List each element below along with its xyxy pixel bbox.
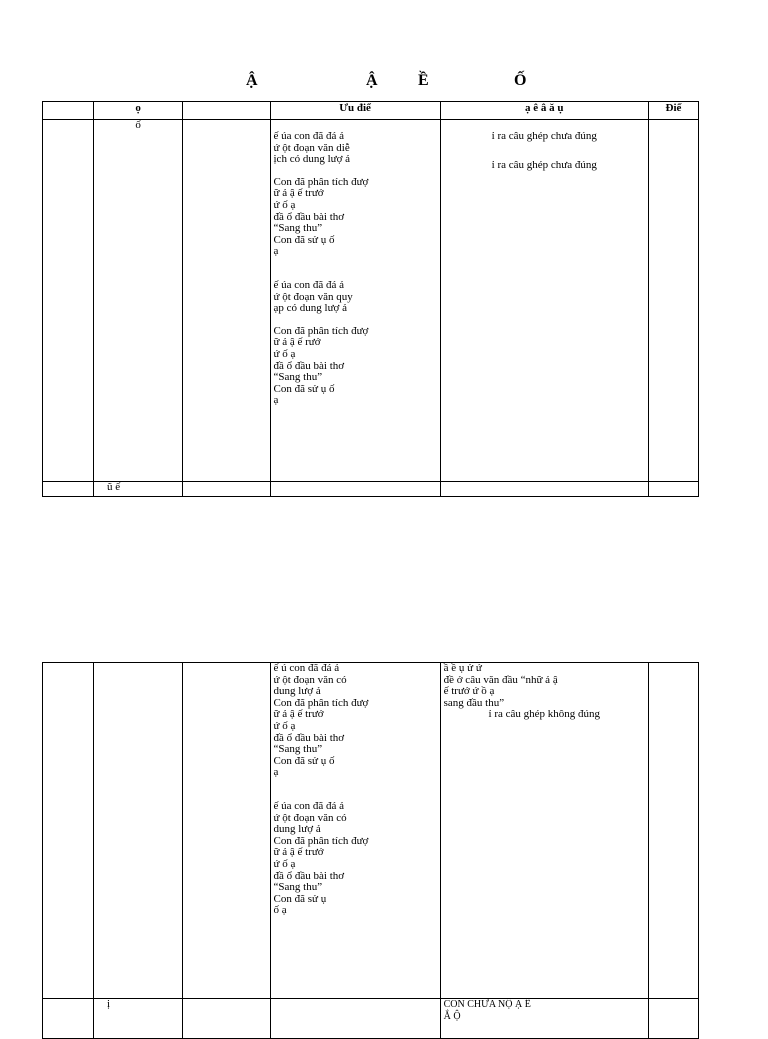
comment-paragraph: Con đã phân tích đượ ữ ả ậ ế trướ ứ ố ạ đầ ổ đầu bài thơ “Sang thu” Con đã sử ụ ố ạ bbox=[273, 175, 369, 258]
score-cell bbox=[648, 663, 698, 999]
table-cell bbox=[440, 482, 648, 497]
table-cell bbox=[43, 999, 94, 1039]
score-cell bbox=[648, 120, 698, 482]
student-name-cell: ị bbox=[94, 999, 183, 1039]
header-cell-strengths: Ưu điể bbox=[270, 102, 440, 120]
table-cell bbox=[43, 663, 94, 999]
student-name-cell: ố bbox=[94, 120, 183, 482]
header-cell-0 bbox=[43, 102, 94, 120]
limitation-note: ỉ ra câu ghép chưa đúng bbox=[491, 130, 597, 142]
header-cell-limitations: ạ ê â ă ụ bbox=[440, 102, 648, 120]
score-cell bbox=[648, 999, 698, 1039]
assessment-table-2 bbox=[42, 662, 699, 1039]
title-part-4: Ố bbox=[514, 72, 527, 89]
table-cell bbox=[183, 999, 270, 1039]
score-cell bbox=[648, 482, 698, 497]
comment-paragraph: ế úa con đã đá ả ứ ột đoạn văn có dung lượ ả Con đã phân tích đượ ữ ả ậ ế trướ ứ ố ạ đầ ổ đầu bài thơ “Sang thu” Con đã sử ụ ố ạ bbox=[273, 799, 369, 917]
page-title bbox=[0, 72, 768, 94]
table-cell bbox=[183, 482, 270, 497]
table-row bbox=[43, 663, 699, 999]
table-row bbox=[43, 999, 699, 1039]
comment-paragraph: ế ú con đã đá ả ứ ột đoạn văn có dung lượ ả Con đã phân tích đượ ữ ả ậ ế trướ ứ ố ạ đầ ổ đầu bài thơ “Sang thu” Con đã sử ụ ố ạ bbox=[273, 662, 369, 779]
table-cell bbox=[43, 120, 94, 482]
strengths-cell bbox=[270, 120, 440, 482]
table-header-row bbox=[43, 102, 699, 120]
table-cell bbox=[183, 663, 270, 999]
limitation-note: ầ ề ụ ử ứ đề ở câu văn đầu “nhữ ả ậ ế trướ ứ ồ ạ sang đầu thu” bbox=[443, 662, 558, 709]
table-cell bbox=[270, 999, 440, 1039]
header-cell-score: Điể bbox=[648, 102, 698, 120]
header-cell-name: ọ bbox=[94, 102, 183, 120]
title-part-1: Ậ bbox=[246, 72, 258, 89]
title-part-2: Ậ bbox=[366, 72, 378, 89]
table-cell bbox=[270, 482, 440, 497]
limitations-cell bbox=[440, 120, 648, 482]
title-part-3: Ề bbox=[418, 72, 429, 89]
limitations-cell bbox=[440, 663, 648, 999]
comment-paragraph: ế úa con đã đá ả ứ ột đoạn văn diễ ịch có dung lượ ả bbox=[273, 130, 351, 166]
table-cell bbox=[43, 482, 94, 497]
header-cell-2 bbox=[183, 102, 270, 120]
table-cell bbox=[183, 120, 270, 482]
limitations-cell: CON CHƯA NỘ Ạ Ế Ắ Ộ bbox=[440, 999, 648, 1039]
table-row bbox=[43, 120, 699, 482]
comment-paragraph: Con đã phân tích đượ ữ ả ậ ế rướ ứ ố ạ đầ ổ đầu bài thơ “Sang thu” Con đã sử ụ ố ạ bbox=[273, 324, 369, 407]
strengths-cell bbox=[270, 663, 440, 999]
limitation-note: ỉ ra câu ghép chưa đúng bbox=[491, 158, 597, 171]
student-name-cell bbox=[94, 663, 183, 999]
comment-paragraph: ế úa con đã đá ả ứ ột đoạn văn quy ạp có dung lượ ả bbox=[273, 278, 353, 315]
assessment-table-1 bbox=[42, 101, 699, 497]
limitation-note: ỉ ra câu ghép không đúng bbox=[488, 708, 601, 721]
student-name-cell: ũ ế bbox=[94, 482, 183, 497]
table-row bbox=[43, 482, 699, 497]
